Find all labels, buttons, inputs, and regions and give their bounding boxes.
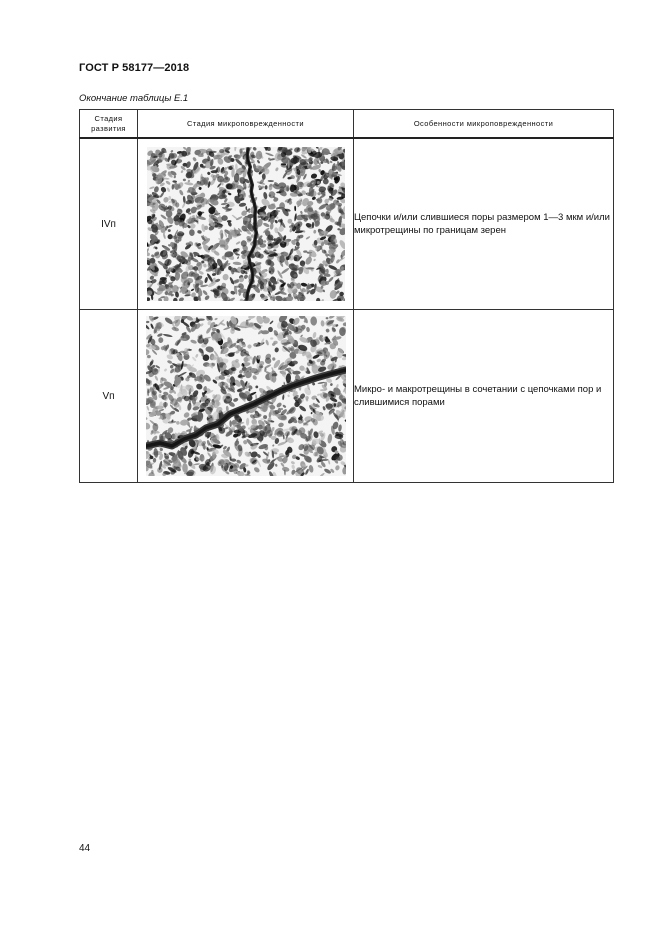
column-header-stage: Стадия развития <box>80 110 138 139</box>
stage-label: IVп <box>80 138 138 310</box>
micrograph-cell <box>138 138 354 310</box>
table-header-row <box>80 110 614 139</box>
document-header: ГОСТ Р 58177—2018 <box>79 62 190 74</box>
micrograph-cell <box>138 310 354 483</box>
column-header-features: Особенности микроповрежденности <box>354 110 614 139</box>
table-row <box>80 138 614 310</box>
micrograph-pore-chains-image <box>147 147 345 301</box>
micrograph-macrocrack-image <box>146 316 346 476</box>
stage-description: Микро- и макротрещины в сочетании с цепочками пор и слившимися порами <box>354 310 614 483</box>
stage-description: Цепочки и/или слившиеся поры размером 1—3 мкм и/или микротрещины по границам зерен <box>354 138 614 310</box>
stage-label: Vп <box>80 310 138 483</box>
column-header-micrograph: Стадия микроповрежденности <box>138 110 354 139</box>
table-caption: Окончание таблицы Е.1 <box>79 93 189 104</box>
page-number: 44 <box>79 843 91 854</box>
table-row <box>80 310 614 483</box>
damage-stage-table <box>79 109 614 483</box>
